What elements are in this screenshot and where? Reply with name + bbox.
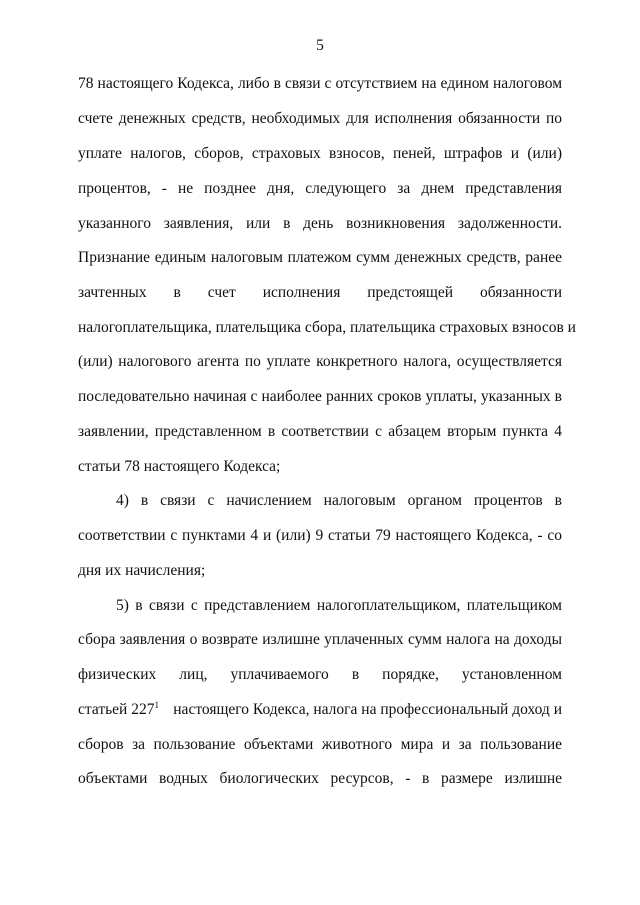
paragraph-item-4: 4) в связи с начислением налоговым органом процентов в [116,492,562,509]
text-line: соответствии с пунктами 4 и (или) 9 статьи 79 настоящего Кодекса, - со [78,527,562,544]
text-line: счете денежных средств, необходимых для исполнения обязанности по [78,110,562,127]
text-line: последовательно начиная с наиболее ранних сроков уплаты, указанных в [78,388,562,405]
text-line: сборов за пользование объектами животного мира и за пользование [78,736,562,753]
text-line: дня их начисления; [78,562,206,579]
text-line: (или) налогового агента по уплате конкретного налога, осуществляется [78,353,562,370]
text-line [78,700,562,720]
text-line: уплате налогов, сборов, страховых взносов, пеней, штрафов и (или) [78,145,562,162]
paragraph-item-5: 5) в связи с представлением налогоплательщиком, плательщиком [116,597,562,614]
text-line: заявлении, представленном в соответствии с абзацем вторым пункта 4 [78,423,562,440]
text-line: указанного заявления, или в день возникновения задолженности. [78,215,562,232]
text-line: налогоплательщика, плательщика сбора, плательщика страховых взносов и [78,319,576,336]
text-line: физических лиц, уплачиваемого в порядке, установленном [78,666,562,683]
text-line: процентов, - не позднее дня, следующего за днем представления [78,180,562,197]
superscript: 1 [154,700,159,710]
article-reference: статьей $227^1$ [78,700,159,718]
text-line: статьи 78 настоящего Кодекса; [78,458,281,475]
page-number: 5 [316,37,324,54]
text-line: объектами водных биологических ресурсов, - в размере излишне [78,770,562,787]
text-line: 78 настоящего Кодекса, либо в связи с отсутствием на едином налоговом [78,75,562,92]
text-line: Признание единым налоговым платежом сумм денежных средств, ранее [78,249,562,266]
text-line: сбора заявления о возврате излишне уплаченных сумм налога на доходы [78,631,562,648]
text-fragment: настоящего Кодекса, налога на профессиональный доход и [173,701,562,718]
text-line: зачтенных в счет исполнения предстоящей обязанности [78,284,562,301]
